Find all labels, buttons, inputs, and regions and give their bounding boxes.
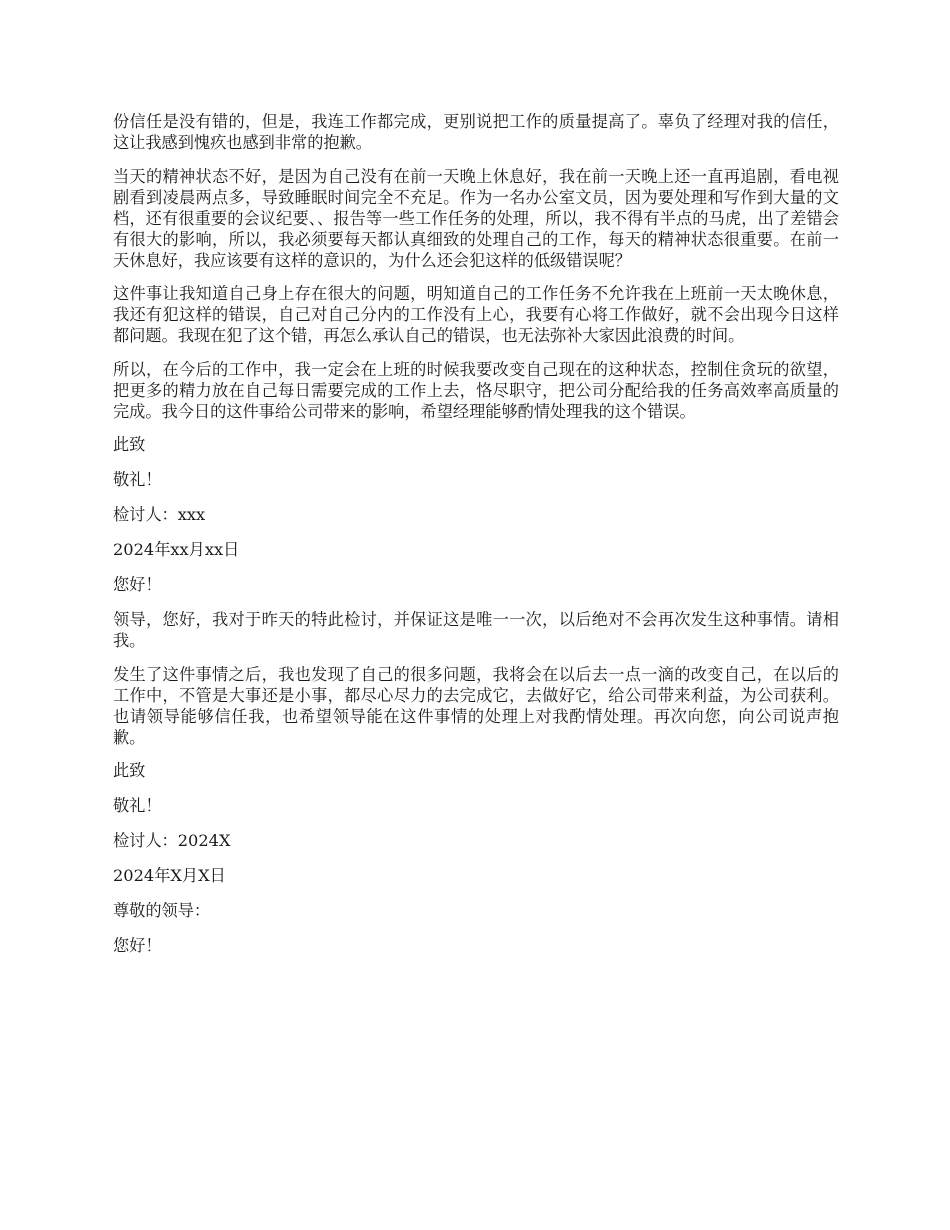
signature-date: 2024年xx月xx日: [113, 540, 240, 559]
greeting: 您好！: [113, 575, 162, 594]
salutation: 尊敬的领导：: [113, 901, 211, 920]
signature-name-2: 检讨人：2024X: [113, 831, 231, 850]
closing-cizhi-2: 此致: [113, 761, 146, 780]
paragraph-future: 所以，在今后的工作中，我一定会在上班的时候我要改变自己现在的这种状态，控制住贪玩的欲望，把更多的精力放在自己每日需要完成的工作上去，恪尽职守，把公司分配给我的任务高效率高质量的完成。我今日的这件事给公司带来的影响，希望经理能够酌情处理我的这个错误。: [113, 359, 839, 421]
signature-date-2: 2024年X月X日: [113, 866, 226, 885]
closing-cizhi: 此致: [113, 435, 146, 454]
paragraph-trust: 份信任是没有错的，但是，我连工作都完成，更别说把工作的质量提高了。辜负了经理对我的信任，这让我感到愧疚也感到非常的抱歉。: [113, 112, 839, 152]
paragraph-change: 发生了这件事情之后，我也发现了自己的很多问题，我将会在以后去一点一滴的改变自己，在以后的工作中，不管是大事还是小事，都尽心尽力的去完成它，去做好它，给公司带来利益，为公司获利。也请领导能够信任我，也希望领导能在这件事情的处理上对我酌情处理。再次向您，向公司说声抱歉。: [113, 664, 839, 747]
closing-jingli-2: 敬礼！: [113, 796, 162, 815]
paragraph-problem: 这件事让我知道自己身上存在很大的问题，明知道自己的工作任务不允许我在上班前一天太晚休息，我还有犯这样的错误，自己对自己分内的工作没有上心，我要有心将工作做好，就不会出现今日这样都问题。我现在犯了这个错，再怎么承认自己的错误，也无法弥补大家因此浪费的时间。: [113, 284, 839, 345]
greeting-2: 您好！: [113, 936, 162, 955]
signature-name: 检讨人：xxx: [113, 505, 206, 524]
closing-jingli: 敬礼！: [113, 470, 162, 489]
document-body: [113, 111, 839, 970]
paragraph-promise: 领导，您好，我对于昨天的特此检讨，并保证这是唯一一次，以后绝对不会再次发生这种事情。请相我。: [113, 610, 839, 650]
paragraph-mental-state: 当天的精神状态不好，是因为自己没有在前一天晚上休息好，我在前一天晚上还一直再追剧，看电视剧看到凌晨两点多，导致睡眠时间完全不充足。作为一名办公室文员，因为要处理和写作到大量的文档，还有很重要的会议纪要、、报告等一些工作任务的处理，所以，我不得有半点的马虎，出了差错会有很大的影响，所以，我必须要每天都认真细致的处理自己的工作，每天的精神状态很重要。在前一天休息好，我应该要有这样的意识的，为什么还会犯这样的低级错误呢？: [113, 166, 839, 270]
